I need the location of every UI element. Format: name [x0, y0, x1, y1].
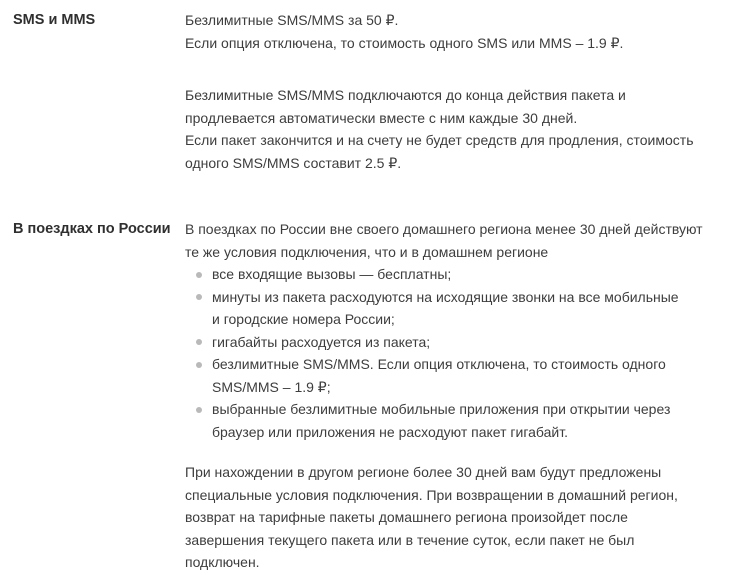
text-line: и городские номера России;	[212, 311, 395, 327]
list-item	[185, 398, 735, 443]
section-label: В поездках по России	[13, 221, 171, 237]
text-line: одного SMS/MMS составит 2.5 ₽.	[185, 154, 402, 171]
paragraph	[185, 218, 735, 263]
text-line: специальные условия подключения. При возвращении в домашний регион,	[185, 486, 678, 503]
text-line: Если пакет закончится и на счету не будет средств для продления, стоимость	[185, 132, 694, 148]
text-line: При нахождении в другом регионе более 30 дней вам будут предложены	[185, 464, 662, 480]
section-content	[185, 9, 735, 174]
bullet-icon	[196, 407, 202, 413]
text-line: В поездках по России вне своего домашнего региона менее 30 дней действуют	[185, 221, 703, 237]
text-line: завершения текущего пакета или в течение суток, если пакет не был	[185, 531, 635, 548]
text-line: безлимитные SMS/MMS. Если опция отключена, то стоимость одного	[212, 356, 666, 372]
list-item	[185, 331, 735, 354]
bullet-icon	[196, 272, 202, 278]
section-sms-mms	[13, 9, 735, 174]
text-line: браузер или приложения не расходуют пакет гигабайт.	[212, 423, 568, 440]
travel-conditions-list	[185, 263, 735, 443]
bullet-icon	[196, 339, 202, 345]
text-line: гигабайты расходуется из пакета;	[212, 333, 431, 350]
list-item	[185, 286, 735, 331]
bullet-icon	[196, 294, 202, 300]
text-line: продлевается автоматически вместе с ним каждые 30 дней.	[185, 109, 578, 126]
paragraph	[185, 9, 735, 54]
section-label: SMS и MMS	[13, 12, 96, 28]
text-line: все входящие вызовы — бесплатны;	[212, 266, 452, 282]
text-line: минуты из пакета расходуются на исходящие звонки на все мобильные	[212, 288, 679, 305]
paragraph	[185, 461, 735, 574]
bullet-icon	[196, 362, 202, 368]
text-line: SMS/MMS – 1.9 ₽;	[212, 378, 331, 395]
text-line: подключен.	[185, 554, 260, 570]
list-item	[185, 263, 735, 286]
list-item	[185, 353, 735, 398]
text-line: Безлимитные SMS/MMS подключаются до конца действия пакета и	[185, 87, 626, 103]
section-travel-russia	[13, 218, 735, 574]
paragraph	[185, 84, 735, 174]
section-content	[185, 218, 735, 574]
text-line: те же условия подключения, что и в домашнем регионе	[185, 243, 549, 260]
text-line: Если опция отключена, то стоимость одного SMS или MMS – 1.9 ₽.	[185, 34, 624, 51]
text-line: выбранные безлимитные мобильные приложения при открытии через	[212, 401, 671, 417]
text-line: возврат на тарифные пакеты домашнего региона произойдет после	[185, 509, 628, 525]
text-line: Безлимитные SMS/MMS за 50 ₽.	[185, 12, 399, 28]
